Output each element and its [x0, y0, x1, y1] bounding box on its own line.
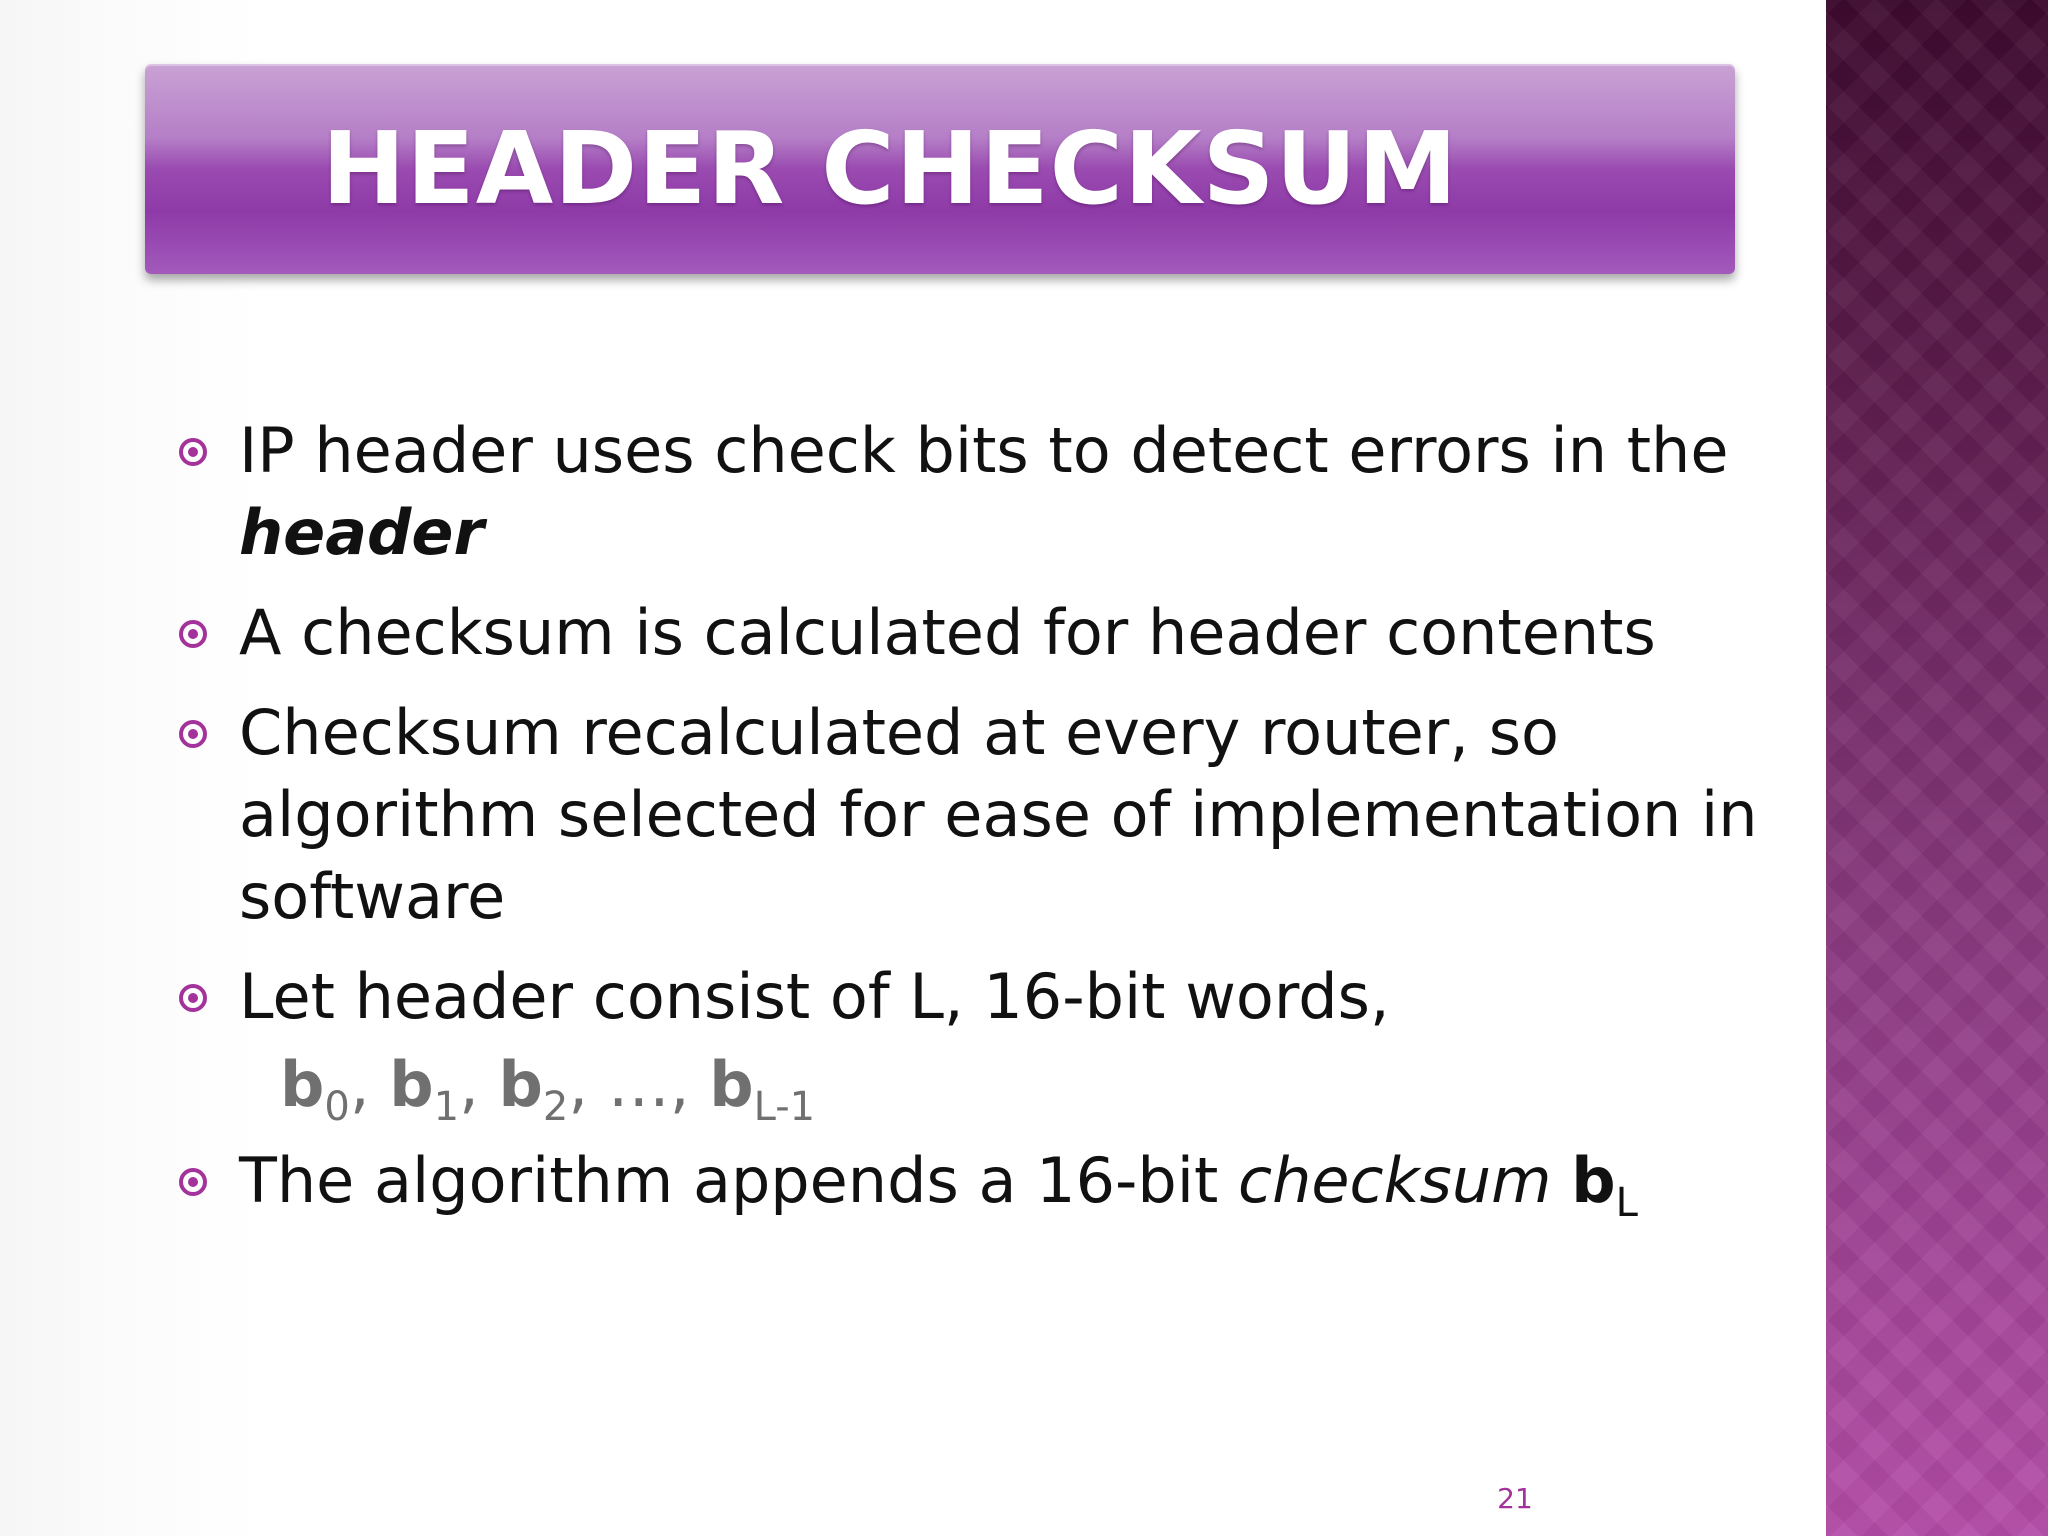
formula-bl-symbol: b [709, 1048, 754, 1121]
formula-b1-subscript: 1 [433, 1084, 460, 1130]
bullet-4-text: Let header consist of L, 16-bit words, [239, 960, 1390, 1033]
bullet-1-emphasis: header [239, 496, 485, 569]
circled-dot-bullet-icon [179, 620, 207, 648]
bullet-item-1 [175, 410, 1875, 574]
bullet-5-subscript: L [1615, 1180, 1638, 1226]
circled-dot-bullet-icon [179, 984, 207, 1012]
formula-b2-subscript: 2 [542, 1084, 569, 1130]
bullet-item-2 [175, 592, 1875, 674]
bullet-list [175, 410, 1875, 1240]
formula-separator: , [568, 1048, 608, 1121]
bullet-1-text: IP header uses check bits to detect errors in the [239, 414, 1729, 487]
circled-dot-bullet-icon [179, 1168, 207, 1196]
bullet-2-text: A checksum is calculated for header contents [239, 596, 1656, 669]
formula-b1-symbol: b [389, 1048, 434, 1121]
circled-dot-bullet-icon [179, 438, 207, 466]
formula-separator: , [669, 1048, 710, 1121]
circled-dot-bullet-icon [179, 720, 207, 748]
formula-ellipsis: … [607, 1048, 670, 1121]
bullet-3-text: Checksum recalculated at every router, so algorithm selected for ease of implementation in software [239, 696, 1758, 933]
bullet-5-emphasis: checksum [1238, 1144, 1552, 1217]
bullet-item-3 [175, 692, 1875, 938]
page-number: 21 [1497, 1482, 1533, 1515]
word-sequence-formula [175, 1044, 1875, 1130]
bullet-5-symbol: b [1571, 1144, 1616, 1217]
formula-b0-subscript: 0 [324, 1084, 350, 1130]
formula-bl-subscript: L-1 [753, 1084, 816, 1130]
title-banner [145, 64, 1735, 274]
slide-title: HEADER CHECKSUM [321, 110, 1459, 227]
bullet-item-5 [175, 1140, 1875, 1226]
formula-b2-symbol: b [498, 1048, 543, 1121]
bullet-5-text: The algorithm appends a 16-bit [239, 1144, 1239, 1217]
formula-separator: , [349, 1048, 390, 1121]
bullet-item-4 [175, 956, 1875, 1038]
bullet-5-space [1552, 1144, 1572, 1217]
formula-separator: , [459, 1048, 499, 1121]
formula-b0-symbol: b [280, 1048, 325, 1121]
